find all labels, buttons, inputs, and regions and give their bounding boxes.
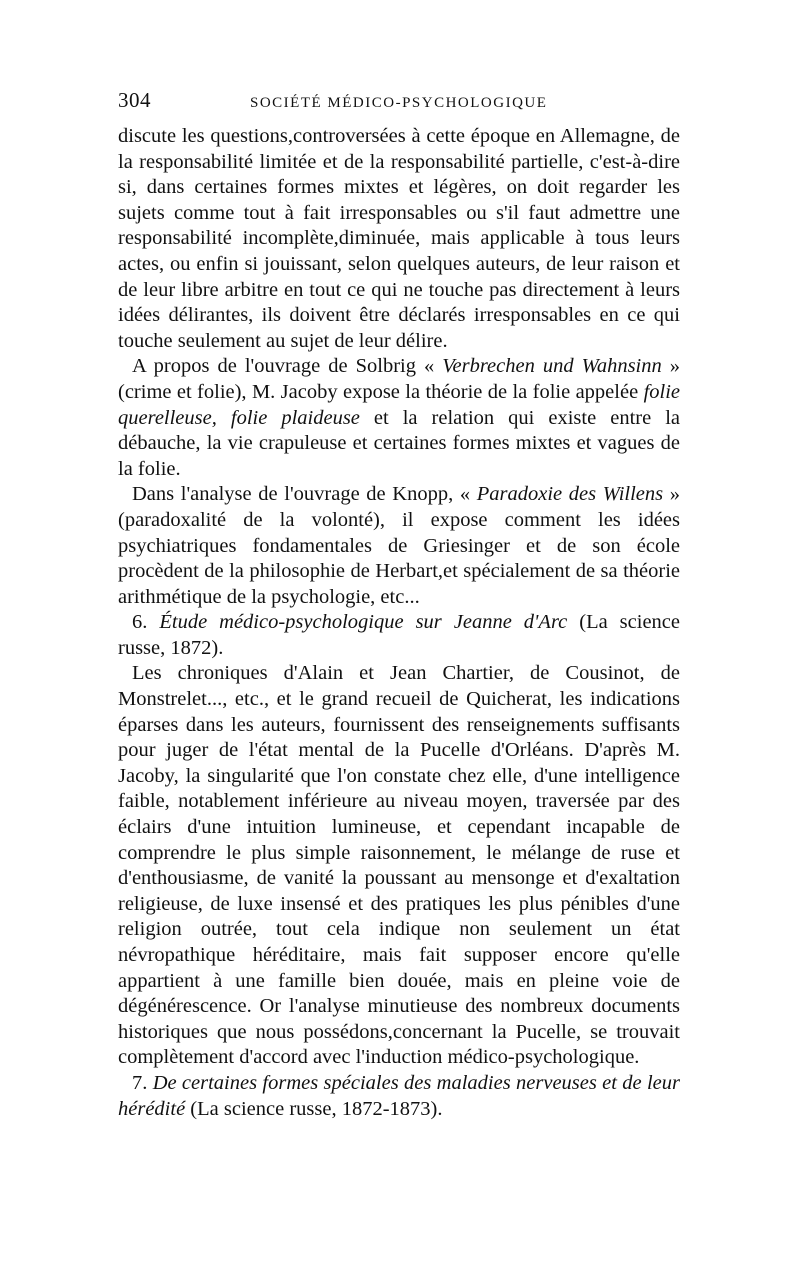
paragraph-1	[118, 124, 680, 354]
paragraph-6	[118, 1071, 680, 1122]
text-run: » (paradoxalité de la volonté), il expose comment les idées psychiatriques fondamentales de Griesinger et de son école procèdent de la philosophie de Herbart,et spécialement de sa théorie arithmétique de la psychologie, etc...	[118, 483, 680, 608]
item-number: 7.	[132, 1071, 153, 1094]
text-run: (La science russe, 1872-1873).	[185, 1097, 443, 1120]
work-title-italic: Étude médico-psychologique sur Jeanne d'Arc	[159, 611, 568, 634]
book-title-italic: Paradoxie des Willens	[476, 483, 664, 506]
text-run: (La science russe, 1872).	[118, 611, 680, 659]
paragraph-5	[118, 661, 680, 1071]
text-run: Les chroniques d'Alain et Jean Chartier, de Cousinot, de Monstrelet..., etc., et le grand recueil de Quicherat, les indications éparses dans les auteurs, fournissent des renseignements suffisants pour juger de l'état mental de la Pucelle d'Orléans. D'après M. Jacoby, la singularité que l'on constate chez elle, d'une intelligence faible, notablement inférieure au niveau moyen, traversée par des éclairs d'une intuition lumineuse, et cependant incapable de comprendre le plus simple raisonnement, le mélange de ruse et d'enthousiasme, de vanité la poussant au mensonge et d'exaltation religieuse, de luxe insensé et des pratiques les plus pénibles d'une religion outrée, tout cela indique non seulement un état névropathique héréditaire, mais fait supposer encore qu'elle appartient à une famille bien douée, mais en pleine voie de dégénérescence. Or l'analyse minutieuse des nombreux documents historiques que nous possédons,concernant la Pucelle, se trouvait complètement d'accord avec l'induction médico-psychologique.	[118, 662, 680, 1069]
book-title-italic: Verbrechen und Wahnsinn	[442, 355, 662, 378]
term-italic: folie querelleuse, folie plaideuse	[118, 380, 680, 429]
text-run: A propos de l'ouvrage de Solbrig «	[132, 355, 443, 378]
paragraph-3	[118, 482, 680, 610]
page-body	[118, 124, 680, 1122]
book-page	[118, 88, 680, 1122]
page-number: 304	[118, 88, 151, 112]
text-run: Dans l'analyse de l'ouvrage de Knopp, «	[132, 483, 477, 506]
paragraph-4	[118, 610, 680, 661]
running-title: SOCIÉTÉ MÉDICO-PSYCHOLOGIQUE	[250, 95, 548, 111]
page-header	[118, 88, 680, 124]
text-run: discute les questions,controversées à cette époque en Allemagne, de la responsabilité limitée et de la responsabilité partielle, c'est-à-dire si, dans certaines formes mixtes et légères, on doit regarder les sujets comme tout à fait irresponsables ou s'il faut admettre une responsabilité incomplète,diminuée, mais applicable à tous leurs actes, ou enfin si jouissant, selon quelques auteurs, de leur raison et de leur libre arbitre en tout ce qui ne touche pas directement à leurs idées délirantes, ils doivent être déclarés irresponsables en ce qui touche seulement au sujet de leur délire.	[118, 125, 680, 352]
work-title-italic: De certaines formes spéciales des maladies nerveuses et de leur hérédité	[118, 1071, 680, 1120]
text-run: et la relation qui existe entre la débauche, la vie crapuleuse et certaines formes mixtes et vagues de la folie.	[118, 406, 681, 480]
paragraph-2	[118, 354, 680, 482]
text-run: » (crime et folie), M. Jacoby expose la théorie de la folie appelée	[118, 355, 681, 403]
item-number: 6.	[132, 611, 160, 634]
